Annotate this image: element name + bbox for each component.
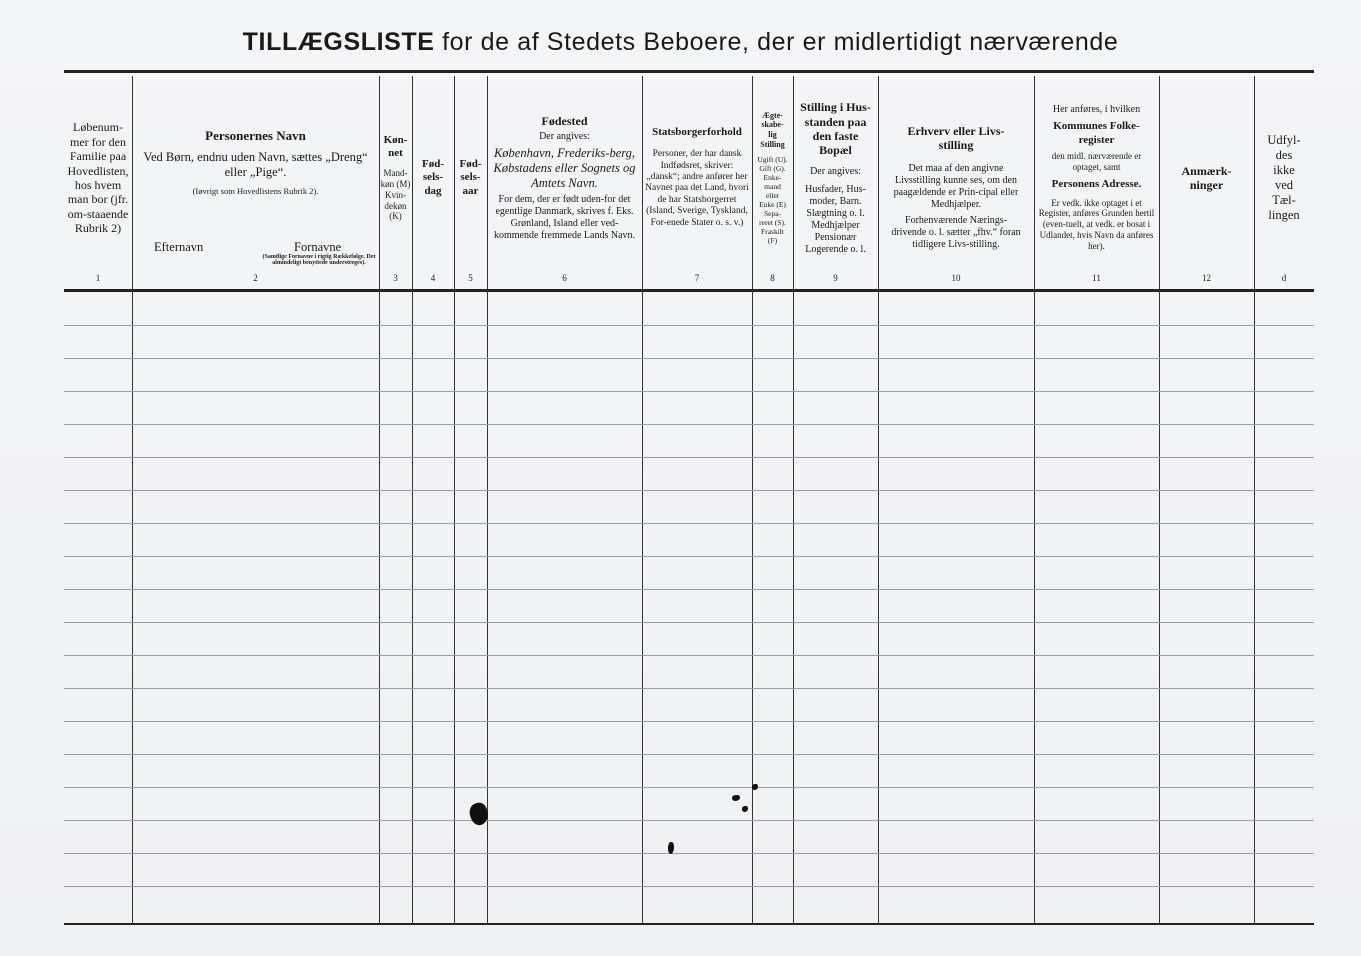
title-rest: for de af Stedets Beboere, der er midlertidigt nærværende [434,28,1119,56]
ruled-line [64,523,1314,524]
ruled-line [64,358,1314,359]
column-9-header [793,80,878,276]
column-d-text: Udfyl-des ikke ved Tæl-lingen [1267,133,1301,222]
column-5-heading: Fød-sels-aar [459,158,482,197]
ruled-line [64,754,1314,755]
column-3-number: 3 [393,273,398,283]
ruled-line [64,787,1314,788]
column-2-note: (Iøvrigt som Hovedlistens Rubrik 2). [192,185,319,196]
column-6-text-3: For dem, der er født uden-for det egentlige Danmark, skrives f. Eks. Grønland, Island eller ved-kommende fremmede Lands Navn. [493,194,636,242]
column-6-number: 6 [562,273,567,283]
ruled-line [64,622,1314,623]
form-title [0,28,1361,57]
column-12-number: 12 [1202,273,1211,283]
column-1-number: 1 [95,273,101,283]
surname-subheading: Efternavn [154,240,204,254]
column-10-text-1: Det maa af den angivne Livsstilling kunne ses, om den paagældende er Prin-cipal eller Medhjælper. [893,162,1019,210]
ruled-line [64,457,1314,458]
column-d-header [1254,80,1314,276]
column-11-text-1: den midl. nærværende er optaget, samt [1051,150,1142,172]
column-3-text: Mand-køn (M) Kvin-dekøn (K) [380,168,411,222]
ruled-line [64,688,1314,689]
column-9-text-2: Husfader, Hus-moder, Barn. Slægtning o. l. Medhjælper Pensionær Logerende o. l. [805,183,866,255]
ruled-line [64,655,1314,656]
ruled-line [64,490,1314,491]
column-11-number: 11 [1092,273,1101,283]
ink-blot [752,784,758,790]
column-8-heading: Ægte-skabe-lig Stilling [760,110,785,149]
ruled-line [64,820,1314,821]
column-4-header [412,80,454,276]
column-9-number: 9 [833,273,838,283]
column-6-heading: Fødested [541,113,588,128]
column-1-header [64,80,132,276]
column-6-text-2: København, Frederiks-berg, Købstadens eller Sognets og Amtets Navn. [493,146,636,191]
form-table [64,70,1314,926]
column-6-text-1: Der angives: [539,131,590,143]
column-12-heading: Anmærk-ninger [1181,163,1232,192]
column-3-header [379,80,412,276]
ruled-line [64,853,1314,854]
column-5-number: 5 [468,273,473,283]
column-8-header [752,80,793,276]
column-7-heading: Statsborgerforhold [652,126,742,138]
column-9-text-1: Der angives: [810,165,861,177]
column-4-number: 4 [430,273,436,283]
column-1-text: Løbenum-mer for den Familie paa Hovedlisten, hos hvem man bor (jfr. om-staaende Rubrik 2) [67,120,129,236]
column-10-text-2: Forhenværende Nærings-drivende o. l. sætter „fhv.“ foran tidligere Livs-stilling. [891,214,1021,250]
column-10-header [878,80,1034,274]
ruled-line [64,886,1314,887]
ruled-line [64,325,1314,326]
column-11-header [1034,80,1159,276]
column-11-heading-2: Personens Adresse. [1051,178,1142,191]
column-7-header [642,80,752,276]
ruled-line [64,589,1314,590]
given-names-subheading: Fornavne [294,240,342,254]
ink-blot [742,806,748,812]
column-2-heading: Personernes Navn [205,128,306,143]
column-2-number: 2 [253,273,258,283]
ink-blot [732,795,740,801]
bottom-rule [64,923,1314,925]
top-rule [64,70,1314,73]
column-9-heading: Stilling i Hus-standen paa den faste Bopæl [800,100,871,158]
column-11-top: Her anføres, i hvilken [1052,104,1141,116]
ruled-line [64,556,1314,557]
column-d-number: d [1281,273,1287,283]
column-2-text: Ved Børn, endnu uden Navn, sættes „Dreng“ eller „Pige“. [143,149,368,179]
column-11-text-2: Er vedk. ikke optaget i et Register, anføres Grunden hertil (even-tuelt, at vedk. er bosat i Udlandet, hvis Navn da anføres her). [1038,197,1155,251]
given-names-note: (Samtlige Fornavne i rigtig Rækkefølge. Det almindeligt benyttede understreges). [262,254,376,267]
ruled-line [64,391,1314,392]
column-8-number: 8 [770,273,775,283]
column-12-header [1159,80,1254,276]
column-7-text: Personer, der har dansk Indfødsret, skriver: „dansk“; andre anfører her Navnet paa det Land, hvori de har Statsborgerret (Island, Sverige, Tyskland, For-enede Stater o. s. v.) [645,149,749,228]
column-11-heading: Kommunes Folke-register [1053,120,1140,146]
ruled-line [64,721,1314,722]
ruled-line [64,424,1314,425]
column-7-number: 7 [694,273,700,283]
column-6-header [487,80,642,276]
column-10-heading: Erhverv eller Livs-stilling [907,124,1005,153]
title-bold: TILLÆGSLISTE [242,28,435,56]
column-3-heading: Køn-net [383,133,408,159]
column-4-heading: Fød-sels-dag [422,158,444,197]
header-rule [64,289,1314,292]
column-5-header [454,80,487,276]
column-8-text: Ugift (U). Gift (G). Enke-mand eller Enke (E) Sepa-reret (S). Fraskilt (F) [757,155,788,246]
column-10-number: 10 [951,273,961,283]
